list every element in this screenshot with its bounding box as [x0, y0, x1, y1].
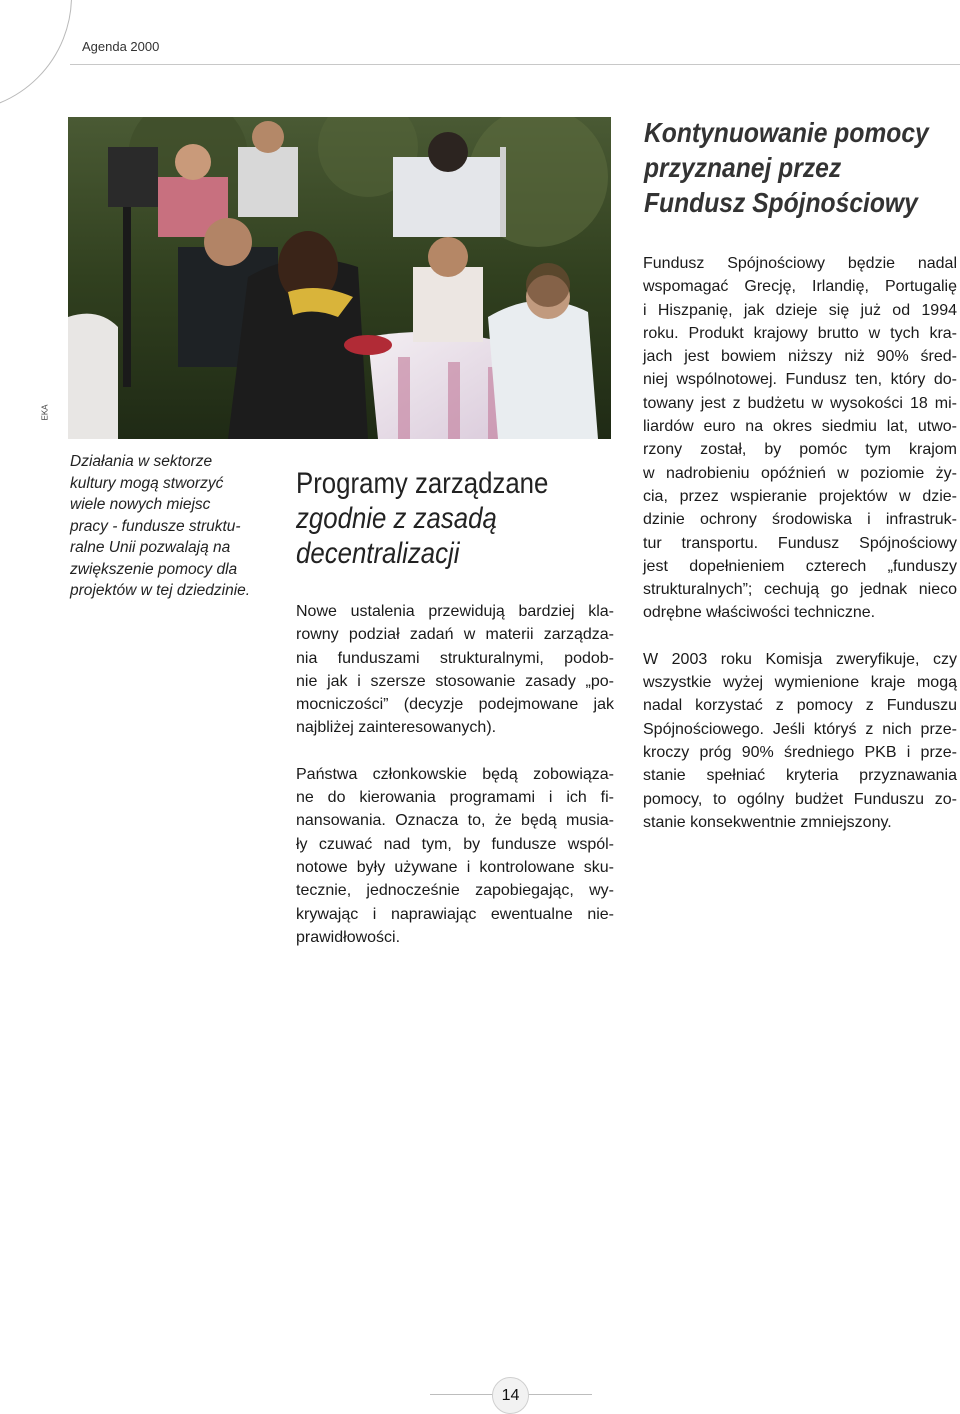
text-line: nie jak i szersze stosowanie zasady „po-	[296, 672, 614, 690]
text-line: Nowe ustalenia przewidują bardziej kla-	[296, 603, 614, 620]
text-line: tur transportu. Fundusz Spójnościowy	[643, 534, 957, 552]
text-line: wspomagać Grecję, Irlandię, Portugalię	[643, 278, 957, 296]
heading-line: zgodnie z zasadą	[296, 502, 497, 535]
text-line: mocniczości” (decyzje podejmowane jak	[296, 696, 614, 714]
text-line: stanie spełniać kryteria przyznawania	[643, 767, 957, 785]
middle-column-text	[296, 600, 614, 972]
caption-line: projektów w tej dziedzinie.	[70, 582, 251, 599]
text-line: stanie konsekwentnie zmniejszony.	[643, 813, 892, 831]
text-line: Państwa członkowskie będą zobowiąza-	[296, 765, 614, 783]
text-line: w nadrobieniu opóźnień w poziomie ży-	[643, 464, 957, 482]
section-heading-cohesion-fund	[644, 115, 929, 220]
header-arc-decoration	[0, 0, 72, 112]
page-number: 14	[492, 1377, 529, 1414]
text-line: najbliżej zainteresowanych).	[296, 719, 497, 737]
text-line: nansowania. Oznacza to, że będą musia-	[296, 812, 614, 830]
text-line: rzony został, by pomóc tym krajom	[643, 441, 957, 459]
photo-caption	[70, 451, 270, 602]
text-line: Spójnościowego. Jeśli któryś z nich prze-	[643, 720, 957, 738]
heading-line: decentralizacji	[296, 537, 460, 570]
text-line: rowny podział zadań w materii zarządza-	[296, 626, 614, 644]
text-line: krywając i naprawiając ewentualne nie-	[296, 905, 614, 923]
text-line: wszystkie wyżej wymienione kraje mogą	[643, 674, 957, 692]
text-line: towany jest z budżetu w wysokości 18 mi-	[643, 394, 957, 412]
header-rule	[70, 64, 960, 65]
caption-line: Działania w sektorze	[70, 453, 213, 470]
caption-line: wiele nowych miejsc	[70, 496, 211, 513]
text-line: pomocy, to ogólny budżet Funduszu zo-	[643, 790, 957, 808]
text-line: W 2003 roku Komisja zweryfikuje, czy	[643, 650, 957, 668]
right-column-text	[643, 252, 957, 857]
text-line: dzinie ochrony środowiska i infrastruk-	[643, 511, 957, 529]
paragraph	[643, 252, 957, 625]
text-line: nia funduszami strukturalnymi, podob-	[296, 649, 614, 667]
text-line: odrębne właściwości techniczne.	[643, 604, 876, 622]
text-line: kroczy próg 90% średniego PKB i prze-	[643, 743, 957, 761]
section-heading-decentralization	[296, 466, 571, 571]
caption-line: ralne Unii pozwalają na	[70, 539, 231, 556]
caption-line: zwiększenie pomocy dla	[70, 560, 238, 578]
photo-illustration	[68, 117, 611, 439]
heading-line: przyznanej przez	[644, 152, 842, 183]
text-line: prawidłowości.	[296, 928, 401, 946]
text-line: Fundusz Spójnościowy będzie nadal	[643, 255, 957, 272]
film-set-photo	[68, 117, 611, 439]
side-tag: EKA	[40, 404, 50, 421]
text-line: strukturalnych”; cechują go jednak nieco	[643, 581, 957, 599]
paragraph	[296, 763, 614, 949]
caption-line: pracy - fundusze struktu-	[70, 517, 241, 535]
heading-line: Programy zarządzane	[296, 467, 549, 500]
caption-line: kultury mogą stworzyć	[70, 474, 224, 492]
text-line: nadal korzystać z pomocy z Funduszu	[643, 697, 957, 715]
paragraph	[296, 600, 614, 740]
text-line: ły czuwać nad tym, by fundusze wspól-	[296, 835, 614, 853]
text-line: notowe były używane i kontrolowane sku-	[296, 858, 614, 876]
heading-line: Fundusz Spójnościowy	[644, 187, 918, 218]
text-line: jest dopełnieniem czterech „funduszy	[643, 557, 957, 575]
text-line: cia, przez wspieranie projektów w dzie-	[643, 487, 957, 505]
text-line: jach jest bowiem niższy niż 90% śred-	[643, 348, 957, 366]
running-header: Agenda 2000	[82, 39, 160, 54]
paragraph	[643, 648, 957, 834]
heading-line: Kontynuowanie pomocy	[644, 117, 929, 148]
text-line: tecznie, jednocześnie zapobiegając, wy-	[296, 882, 614, 900]
text-line: niej wspólnotowej. Fundusz ten, który do-	[643, 371, 957, 389]
text-line: ne do kierowania programami i ich fi-	[296, 789, 614, 807]
text-line: i Hiszpanię, jak dzieje się już od 1994	[643, 301, 957, 319]
text-line: roku. Produkt krajowy brutto w tych kra-	[643, 324, 957, 342]
text-line: liardów euro na okres siedmiu lat, utwo-	[643, 418, 957, 436]
